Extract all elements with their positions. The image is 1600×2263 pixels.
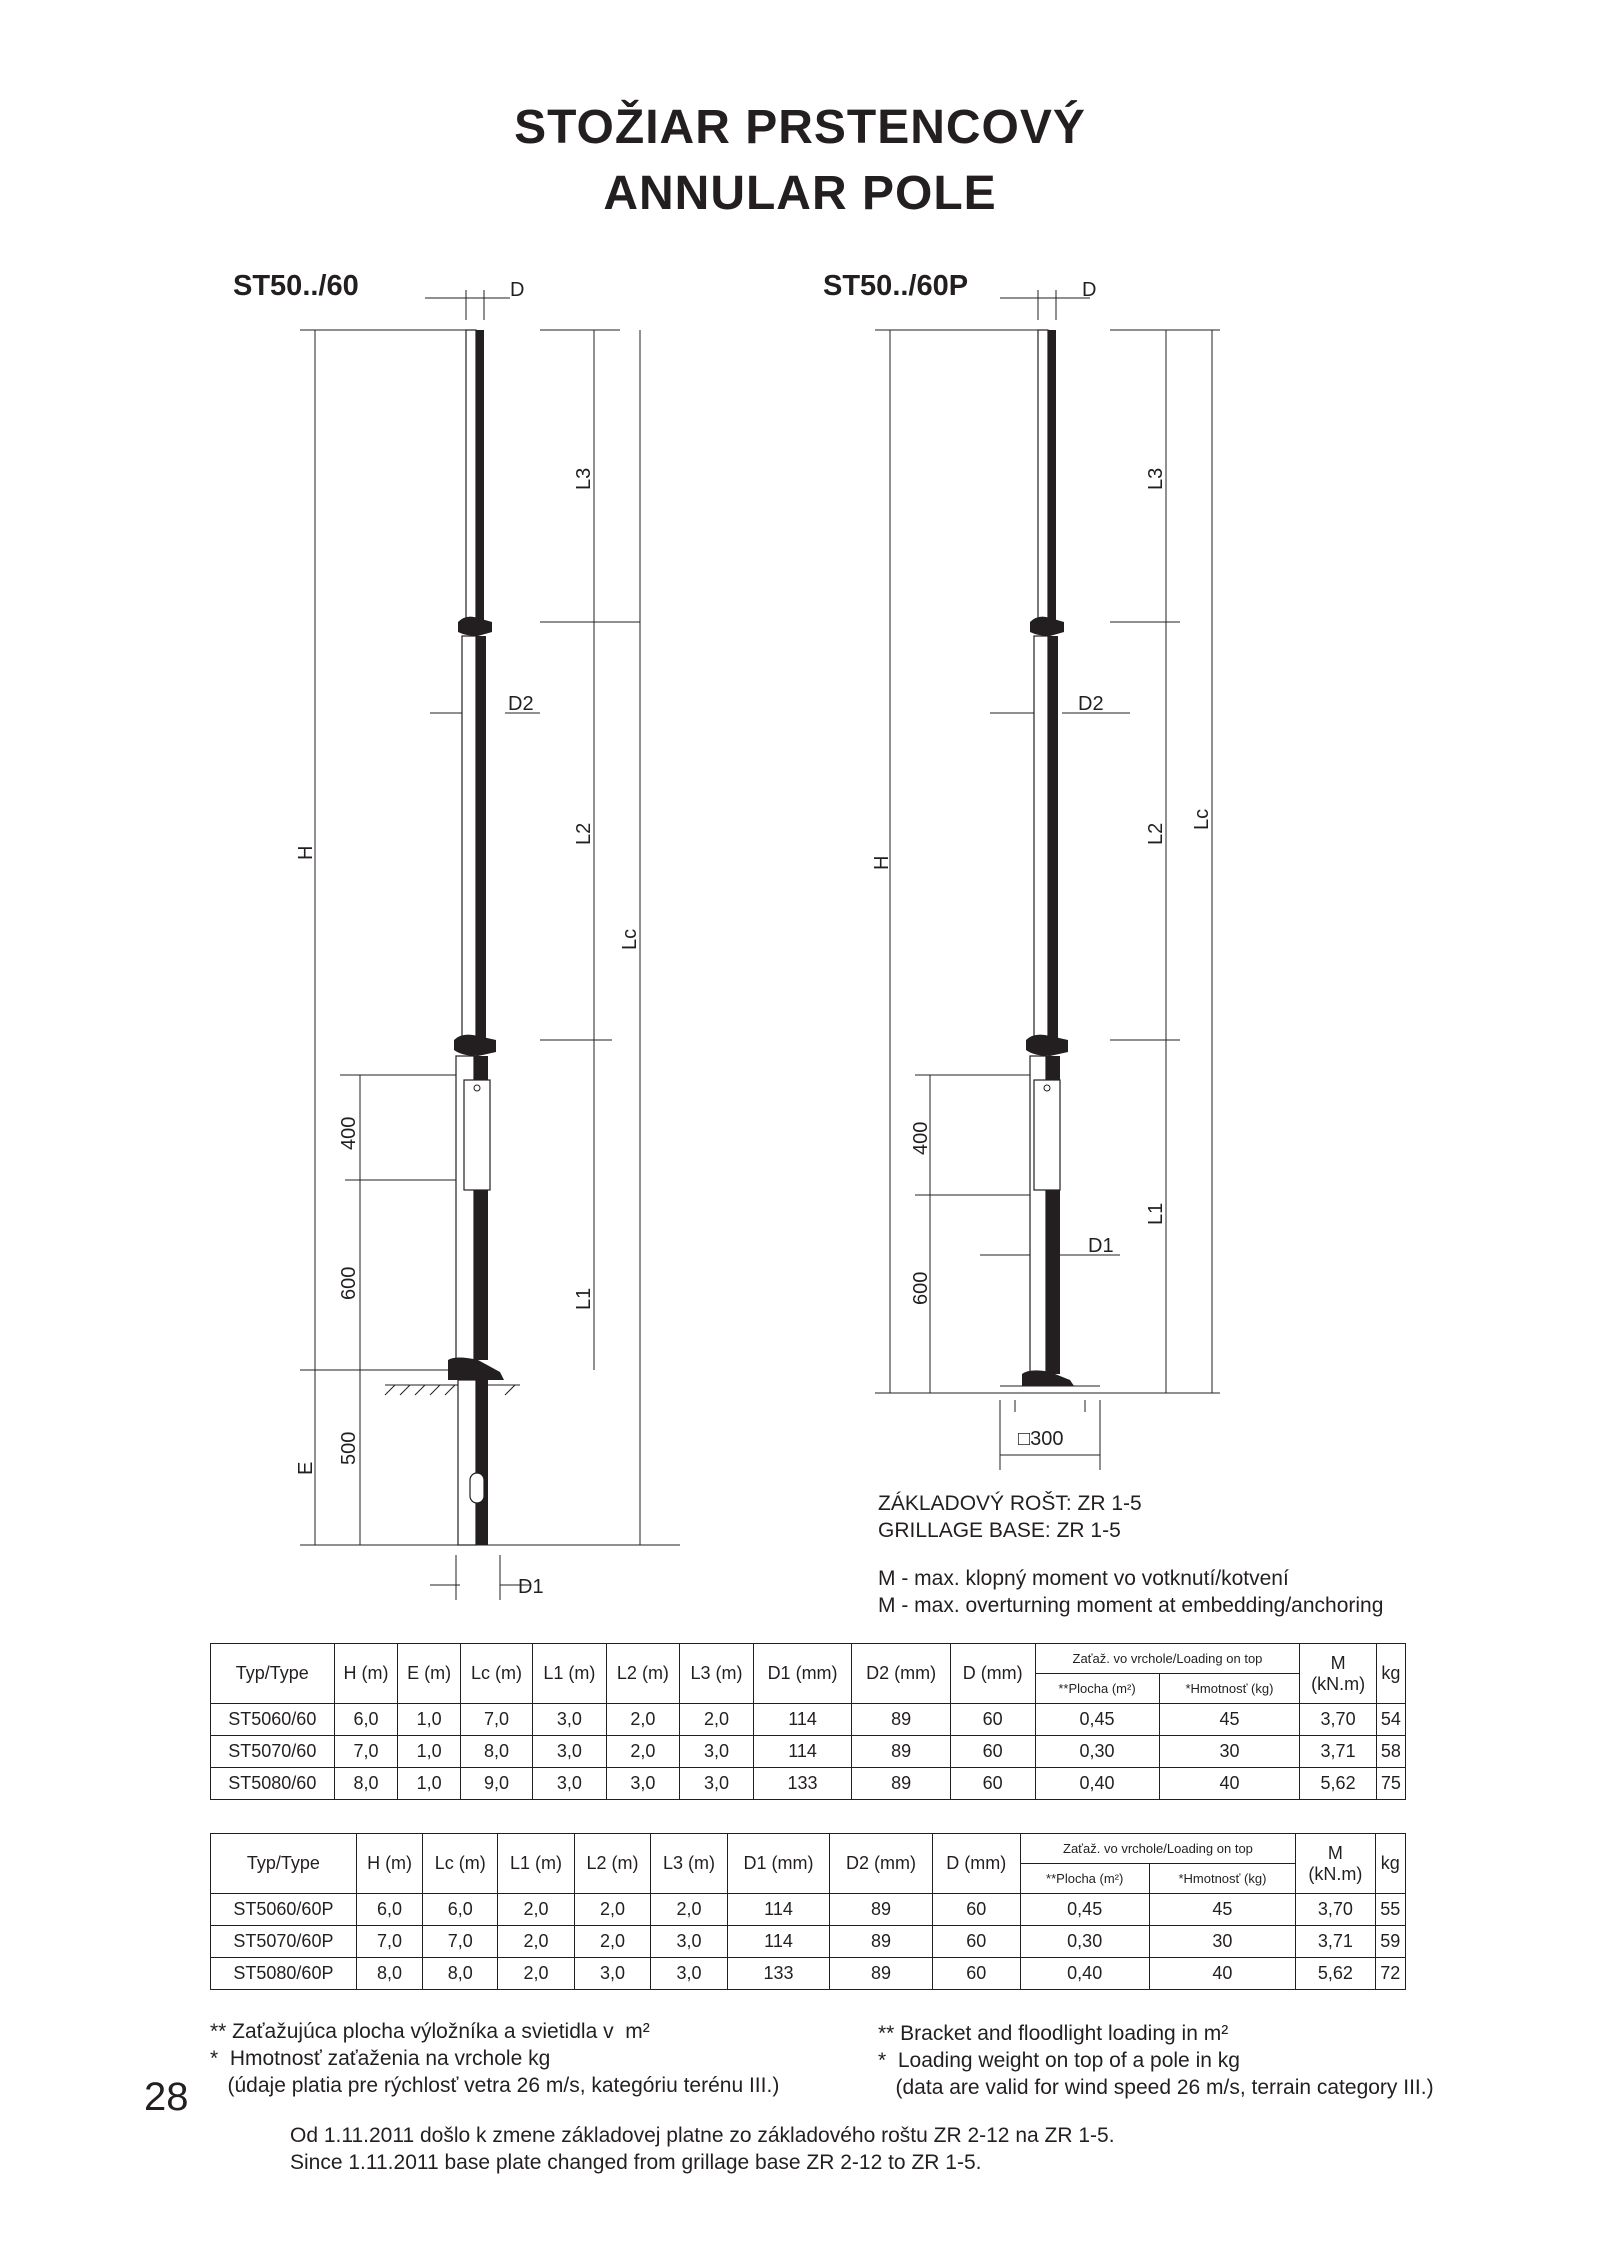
col-d: D (mm) (932, 1834, 1020, 1894)
page-title: STOŽIAR PRSTENCOVÝ (514, 101, 1086, 154)
spec-table-st50-60 (210, 1643, 1406, 1800)
m-unit: (kN.m) (1308, 1863, 1363, 1884)
dim-e-label: E (295, 1461, 317, 1475)
col-plocha: **Plocha (m²) (1035, 1674, 1159, 1704)
spec-table-st50-60p (210, 1833, 1406, 1990)
col-lc: Lc (m) (460, 1644, 532, 1704)
dim-l3-label: L3 (1145, 467, 1167, 490)
footer-note-en: Since 1.11.2011 base plate changed from grillage base ZR 2-12 to ZR 1-5. (290, 2151, 982, 2174)
dim-l2-label: L2 (573, 822, 595, 845)
col-loading: Zaťaž. vo vrchole/Loading on top (1020, 1834, 1295, 1864)
table-row: ST5060/60 6,0 1,0 7,0 3,0 2,0 2,0 114 89 60 0,45 45 3,70 54 (211, 1704, 1406, 1736)
dim-d-label: D (1082, 279, 1097, 301)
col-lc: Lc (m) (423, 1834, 498, 1894)
page-subtitle: ANNULAR POLE (603, 167, 997, 220)
note-sk-3: (údaje platia pre rýchlosť vetra 26 m/s, kategóriu terénu III.) (210, 2074, 780, 2097)
dim-400-label: 400 (338, 1116, 360, 1150)
table-row: ST5070/60P 7,0 7,0 2,0 2,0 3,0 114 89 60 0,30 30 3,71 59 (211, 1926, 1406, 1958)
dim-base-label: □300 (1018, 1428, 1064, 1450)
dim-600-label: 600 (910, 1271, 932, 1305)
col-d: D (mm) (950, 1644, 1035, 1704)
note-en-2: * Loading weight on top of a pole in kg (878, 2049, 1240, 2072)
col-d1: D1 (mm) (753, 1644, 852, 1704)
col-l2: L2 (m) (606, 1644, 680, 1704)
moment-note-sk: M - max. klopný moment vo votknutí/kotvení (878, 1567, 1289, 1590)
dim-l3-label: L3 (573, 467, 595, 490)
table-row: ST5060/60P 6,0 6,0 2,0 2,0 2,0 114 89 60 0,45 45 3,70 55 (211, 1894, 1406, 1926)
m-label: M (1330, 1652, 1346, 1673)
col-e: E (m) (398, 1644, 460, 1704)
col-l1: L1 (m) (533, 1644, 607, 1704)
col-m (1300, 1644, 1376, 1704)
dim-600-label: 600 (338, 1266, 360, 1300)
note-sk-2: * Hmotnosť zaťaženia na vrchole kg (210, 2047, 551, 2070)
table-row: ST5080/60 8,0 1,0 9,0 3,0 3,0 3,0 133 89 60 0,40 40 5,62 75 (211, 1768, 1406, 1800)
note-en-3: (data are valid for wind speed 26 m/s, terrain category III.) (878, 2076, 1434, 2099)
col-l3: L3 (m) (651, 1834, 728, 1894)
dim-d1-label: D1 (518, 1576, 544, 1598)
drawing-left-label: ST50../60 (233, 270, 359, 302)
dim-h-label: H (295, 845, 317, 860)
cable-opening (470, 1473, 484, 1503)
dim-lc-label: Lc (1191, 808, 1213, 830)
col-type: Typ/Type (211, 1834, 357, 1894)
dim-500-label: 500 (338, 1431, 360, 1465)
grillage-base-en: GRILLAGE BASE: ZR 1-5 (878, 1519, 1121, 1542)
moment-note-en: M - max. overturning moment at embedding/anchoring (878, 1594, 1384, 1617)
col-l1: L1 (m) (498, 1834, 575, 1894)
pole-drawing-left (0, 0, 800, 1620)
col-m (1296, 1834, 1375, 1894)
footer-note-sk: Od 1.11.2011 došlo k zmene základovej platne zo základového roštu ZR 2-12 na ZR 1-5. (290, 2124, 1115, 2147)
drawing-right-label: ST50../60P (823, 270, 969, 302)
dim-400-label: 400 (910, 1121, 932, 1155)
col-kg: kg (1376, 1644, 1405, 1704)
col-h: H (m) (334, 1644, 398, 1704)
col-h: H (m) (356, 1834, 422, 1894)
col-type: Typ/Type (211, 1644, 335, 1704)
grillage-base-sk: ZÁKLADOVÝ ROŠT: ZR 1-5 (878, 1492, 1142, 1515)
col-d1: D1 (mm) (727, 1834, 829, 1894)
dim-d2-label: D2 (1078, 693, 1104, 715)
dim-l1-label: L1 (573, 1287, 595, 1310)
table-row: ST5070/60 7,0 1,0 8,0 3,0 2,0 3,0 114 89 60 0,30 30 3,71 58 (211, 1736, 1406, 1768)
note-sk-1: ** Zaťažujúca plocha výložníka a svietidla v m² (210, 2020, 650, 2043)
door-panel (464, 1080, 490, 1190)
dim-l2-label: L2 (1145, 822, 1167, 845)
col-d2: D2 (mm) (852, 1644, 951, 1704)
dim-l1-label: L1 (1145, 1202, 1167, 1225)
dim-d1-label: D1 (1088, 1235, 1114, 1257)
note-en-1: ** Bracket and floodlight loading in m² (878, 2022, 1229, 2045)
door-panel (1034, 1080, 1060, 1190)
dim-d-label: D (510, 279, 525, 301)
col-loading: Zaťaž. vo vrchole/Loading on top (1035, 1644, 1300, 1674)
col-kg: kg (1375, 1834, 1405, 1894)
dim-d2-label: D2 (508, 693, 534, 715)
col-hmotnost: *Hmotnosť (kg) (1149, 1864, 1296, 1894)
table-row: ST5080/60P 8,0 8,0 2,0 3,0 3,0 133 89 60 0,40 40 5,62 72 (211, 1958, 1406, 1990)
dim-lc-label: Lc (619, 928, 641, 950)
m-label: M (1327, 1842, 1343, 1863)
col-plocha: **Plocha (m²) (1020, 1864, 1149, 1894)
col-hmotnost: *Hmotnosť (kg) (1159, 1674, 1300, 1704)
pole-drawing-right (800, 0, 1500, 1500)
col-l3: L3 (m) (680, 1644, 754, 1704)
col-l2: L2 (m) (574, 1834, 651, 1894)
m-unit: (kN.m) (1311, 1673, 1366, 1694)
col-d2: D2 (mm) (830, 1834, 932, 1894)
page-number: 28 (144, 2075, 189, 2119)
dim-h-label: H (871, 855, 893, 870)
